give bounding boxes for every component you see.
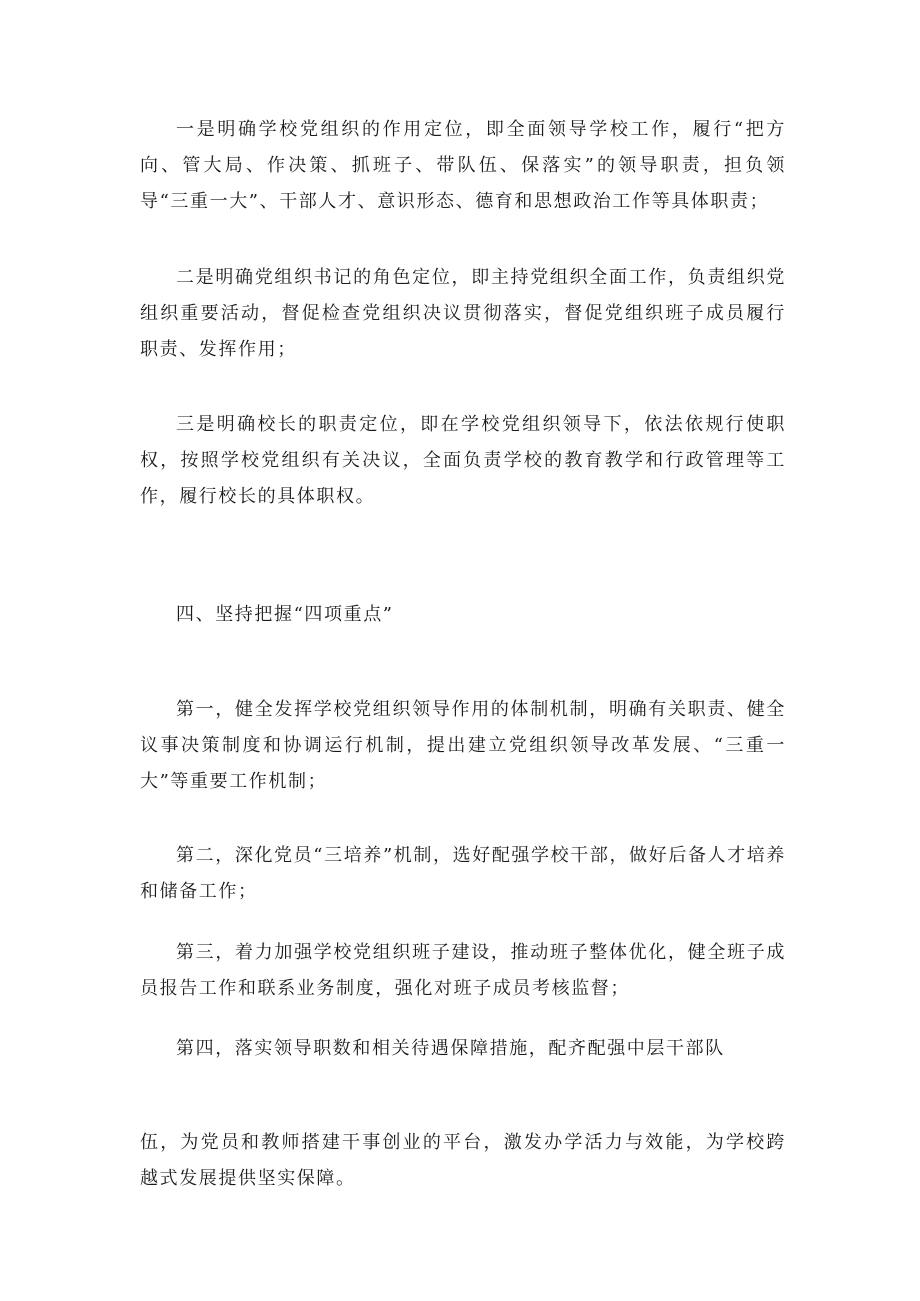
paragraph-point-three: 第三，着力加强学校党组织班子建设，推动班子整体优化，健全班子成员报告工作和联系业务制度，强化对班子成员考核监督； [140,942,786,999]
paragraph-point-four: 第四，落实领导职数和相关待遇保障措施，配齐配强中层干部队 [176,1038,725,1059]
paragraph-point-one: 第一，健全发挥学校党组织领导作用的体制机制，明确有关职责、健全议事决策制度和协调运行机制，提出建立党组织领导改革发展、“三重一大”等重要工作机制； [140,699,786,792]
paragraph-role-of-party-organization: 一是明确学校党组织的作用定位，即全面领导学校工作，履行“把方向、管大局、作决策、抓班子、带队伍、保落实”的领导职责，担负领导“三重一大”、干部人才、意识形态、德育和思想政治工作等具体职责； [140,119,786,212]
section-heading-four-key-points: 四、坚持把握“四项重点” [176,604,394,625]
paragraph-role-of-principal: 三是明确校长的职责定位，即在学校党组织领导下，依法依规行使职权，按照学校党组织有关决议，全面负责学校的教育教学和行政管理等工作，履行校长的具体职权。 [140,414,786,507]
paragraph-point-four-continued: 伍，为党员和教师搭建干事创业的平台，激发办学活力与效能，为学校跨越式发展提供坚实保障。 [140,1132,786,1189]
paragraph-role-of-party-secretary: 二是明确党组织书记的角色定位，即主持党组织全面工作，负责组织党组织重要活动，督促检查党组织决议贯彻落实，督促党组织班子成员履行职责、发挥作用； [140,267,786,360]
paragraph-point-two: 第二，深化党员“三培养”机制，选好配强学校干部，做好后备人才培养和储备工作； [140,845,786,902]
